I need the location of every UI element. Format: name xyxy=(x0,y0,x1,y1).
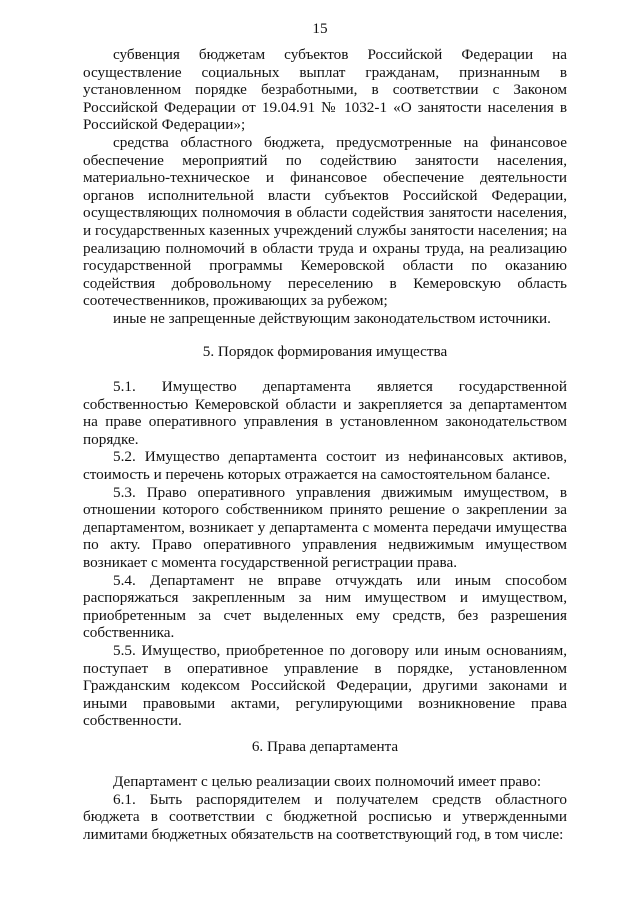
paragraph: Департамент с целью реализации своих полномочий имеет право: xyxy=(113,773,542,790)
paragraph: средства областного бюджета, предусмотренные на финансовое обеспечение мероприятий по содействию занятости населения, материально-техническое и финансовое обеспечение деятельности органов исполнительной власти субъектов Российской Федерации, осуществляющих полномочия в области содействия занятости населения, и государственных казенных учреждений службы занятости населения; на реализацию полномочий в области труда и охраны труда, на реализацию государственной программы Кемеровской области по оказанию содействия добровольному переселению в Кемеровскую область соотечественников, проживающих за рубежом; xyxy=(83,133,567,310)
section-5-heading-wrap xyxy=(83,343,567,361)
paragraph: иные не запрещенные действующим законодательством источники. xyxy=(113,309,551,327)
paragraph: 5.4. Департамент не вправе отчуждать или иным способом распоряжаться закрепленным за ним имуществом и имуществом, приобретенным за счет выделенных ему средств, без разрешения собственника. xyxy=(83,571,567,642)
paragraph: субвенция бюджетам субъектов Российской Федерации на осуществление социальных выплат гражданам, признанным в установленном порядке безработными, в соответствии с Законом Российской Федерации от 19.04.91 № 1032-1 «О занятости населения в Российской Федерации»; xyxy=(83,46,567,134)
section-5-body xyxy=(83,378,567,730)
section-heading: 5. Порядок формирования имущества xyxy=(202,343,448,360)
section-6-heading-wrap xyxy=(83,738,567,756)
page-number: 15 xyxy=(312,20,328,37)
paragraph: 6.1. Быть распорядителем и получателем средств областного бюджета в соответствии с бюджетной росписью и утвержденными лимитами бюджетных обязательств на соответствующий год, в том числе: xyxy=(83,790,567,843)
paragraph: 5.5. Имущество, приобретенное по договору или иным основаниям, поступает в оперативное управление в порядке, установленном Гражданским кодексом Российской Федерации, другими законами и иными правовыми актами, регулирующими возникновение права собственности. xyxy=(83,641,567,730)
funding-sources-block xyxy=(83,46,567,328)
paragraph: 5.1. Имущество департамента является государственной собственностью Кемеровской области и закрепляется за департаментом на праве оперативного управления в установленном законодательством порядке. xyxy=(83,378,567,448)
paragraph: 5.3. Право оперативного управления движимым имуществом, в отношении которого собственником принято решение о закреплении за департаментом, возникает у департамента с момента передачи имущества по акту. Право оперативного управления недвижимым имуществом возникает с момента государственной регистрации права. xyxy=(83,483,567,571)
paragraph: 5.2. Имущество департамента состоит из нефинансовых активов, стоимость и перечень которых отражается на самостоятельном балансе. xyxy=(83,448,567,483)
section-heading: 6. Права департамента xyxy=(251,738,399,755)
section-6-body xyxy=(83,773,567,843)
